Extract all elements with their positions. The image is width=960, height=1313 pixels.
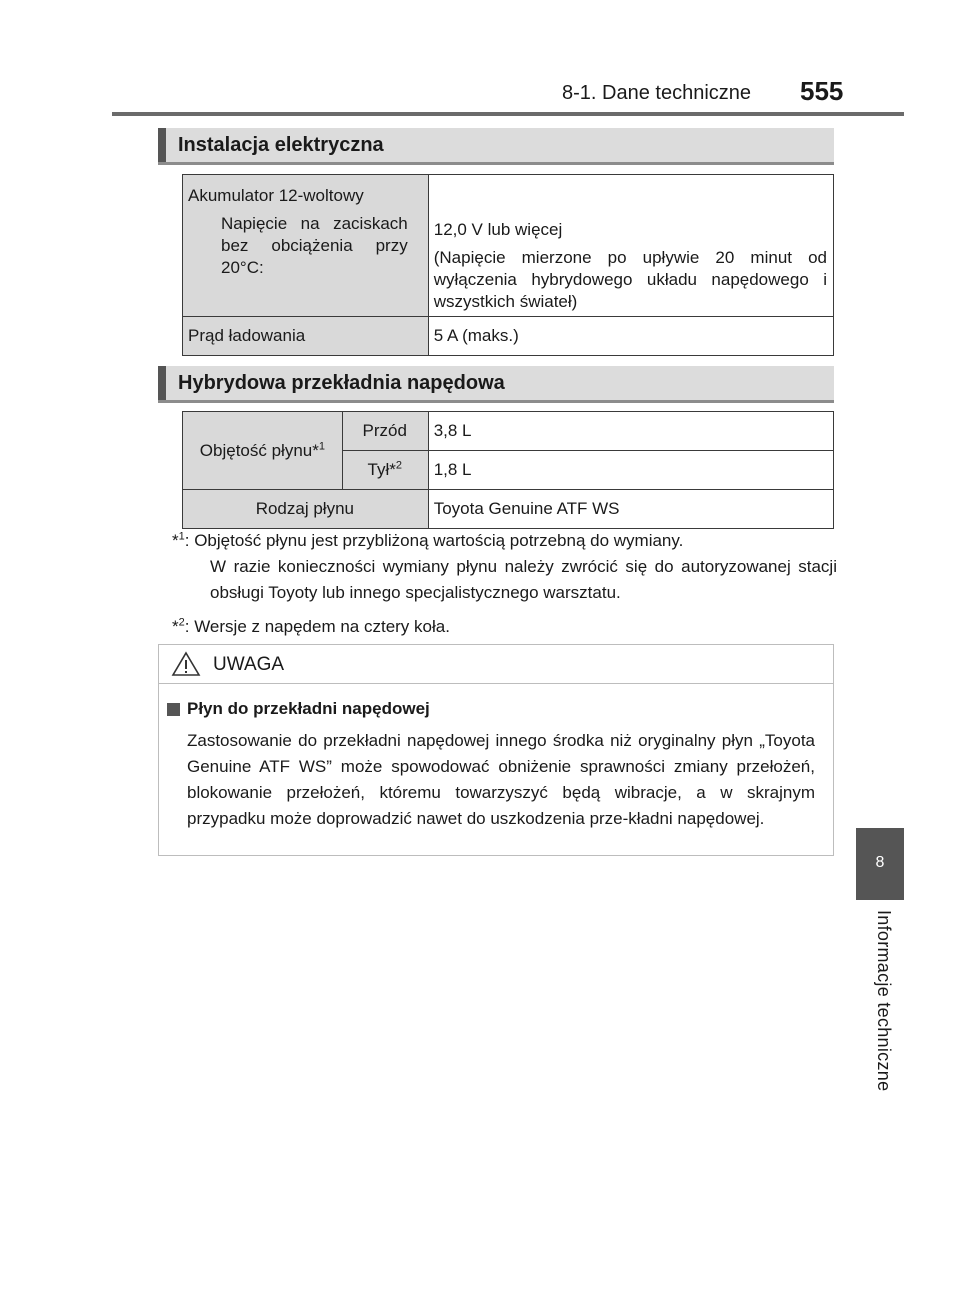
charge-label-cell bbox=[183, 317, 429, 356]
voltage-value-cell bbox=[428, 175, 833, 317]
rear-footnote-ref: 2 bbox=[395, 459, 402, 472]
footnote-1-text: : Objętość płynu jest przybliżoną wartością potrzebną do wymiany. bbox=[184, 531, 684, 550]
chapter-tab-label: Informacje techniczne bbox=[874, 910, 894, 1092]
rear-value-cell bbox=[428, 451, 833, 490]
footnotes bbox=[172, 528, 837, 640]
warning-body bbox=[159, 684, 833, 832]
rear-value: 1,8 L bbox=[433, 460, 472, 479]
front-value: 3,8 L bbox=[433, 421, 472, 440]
footnote-2-mark: * bbox=[172, 617, 179, 636]
header-rule bbox=[112, 112, 904, 116]
footnote-1-mark: * bbox=[172, 531, 179, 550]
footnote-2-sup: 2 bbox=[178, 616, 185, 629]
electrical-spec-table bbox=[182, 174, 834, 356]
warning-header bbox=[159, 645, 833, 684]
warning-title: UWAGA bbox=[213, 654, 285, 675]
rear-label-cell bbox=[342, 451, 428, 490]
front-value-cell bbox=[428, 412, 833, 451]
footnote-1-sup: 1 bbox=[178, 530, 185, 543]
warning-box bbox=[158, 644, 834, 856]
section-title-transmission: Hybrydowa przekładnia napędowa bbox=[158, 366, 834, 400]
fluid-type-value-cell bbox=[428, 490, 833, 529]
footnote-2-text: : Wersje z napędem na cztery koła. bbox=[184, 617, 450, 636]
chapter-tab[interactable] bbox=[856, 828, 904, 900]
page-number: 555 bbox=[800, 76, 844, 106]
chapter-heading: 8-1. Dane techniczne bbox=[562, 82, 752, 104]
footnote-1 bbox=[172, 528, 837, 554]
footnote-2 bbox=[172, 614, 837, 640]
capacity-label: Objętość płynu* bbox=[199, 440, 319, 460]
warning-triangle-icon bbox=[171, 651, 201, 677]
warning-text: Zastosowanie do przekładni napędowej innego środka niż oryginalny płyn „Toyota Genuine ATF WS” może spowodować obniżenie sprawności zmiany przełożeń, blokowanie przełożeń, któremu towarzyszyć będą wibracje, a w skrajnym przypadku może doprowadzić nawet do uszkodzenia prze-kładni napędowej. bbox=[187, 731, 815, 828]
table-row bbox=[183, 490, 834, 529]
fluid-type-value: Toyota Genuine ATF WS bbox=[433, 499, 620, 518]
transmission-spec-table bbox=[182, 411, 834, 529]
voltage-label: Napięcie na zaciskach bez obciążenia przy 20°C: bbox=[221, 214, 408, 277]
capacity-footnote-ref: 1 bbox=[318, 439, 325, 452]
square-bullet-icon bbox=[167, 703, 180, 716]
capacity-label-cell bbox=[183, 412, 343, 490]
front-label: Przód bbox=[362, 421, 407, 440]
fluid-type-label-cell bbox=[183, 490, 429, 529]
voltage-value: 12,0 V lub więcej bbox=[433, 220, 563, 239]
warning-subtitle: Płyn do przekładni napędowej bbox=[187, 699, 430, 718]
battery-label: Akumulator 12-woltowy bbox=[188, 186, 364, 205]
charge-value-cell bbox=[428, 317, 833, 356]
fluid-type-label: Rodzaj płynu bbox=[255, 499, 354, 518]
table-row bbox=[183, 412, 834, 451]
section-title-electrical: Instalacja elektryczna bbox=[158, 128, 834, 162]
voltage-note: (Napięcie mierzone po upływie 20 minut od wyłączenia hybrydowego układu napędowego i wszystkich świateł) bbox=[433, 248, 827, 311]
table-row bbox=[183, 317, 834, 356]
warning-subtitle-row bbox=[167, 696, 815, 722]
front-label-cell bbox=[342, 412, 428, 451]
charge-value: 5 A (maks.) bbox=[433, 326, 519, 345]
rear-label: Tył* bbox=[367, 460, 396, 479]
battery-label-cell bbox=[183, 175, 429, 317]
chapter-tab-number: 8 bbox=[875, 854, 885, 871]
footnote-1-continued: W razie konieczności wymiany płynu należy zwrócić się do autoryzowanej stacji obsługi Toyoty lub innego specjalistycznego warsztatu. bbox=[210, 557, 837, 602]
charge-label: Prąd ładowania bbox=[188, 326, 306, 345]
table-row bbox=[183, 175, 834, 317]
